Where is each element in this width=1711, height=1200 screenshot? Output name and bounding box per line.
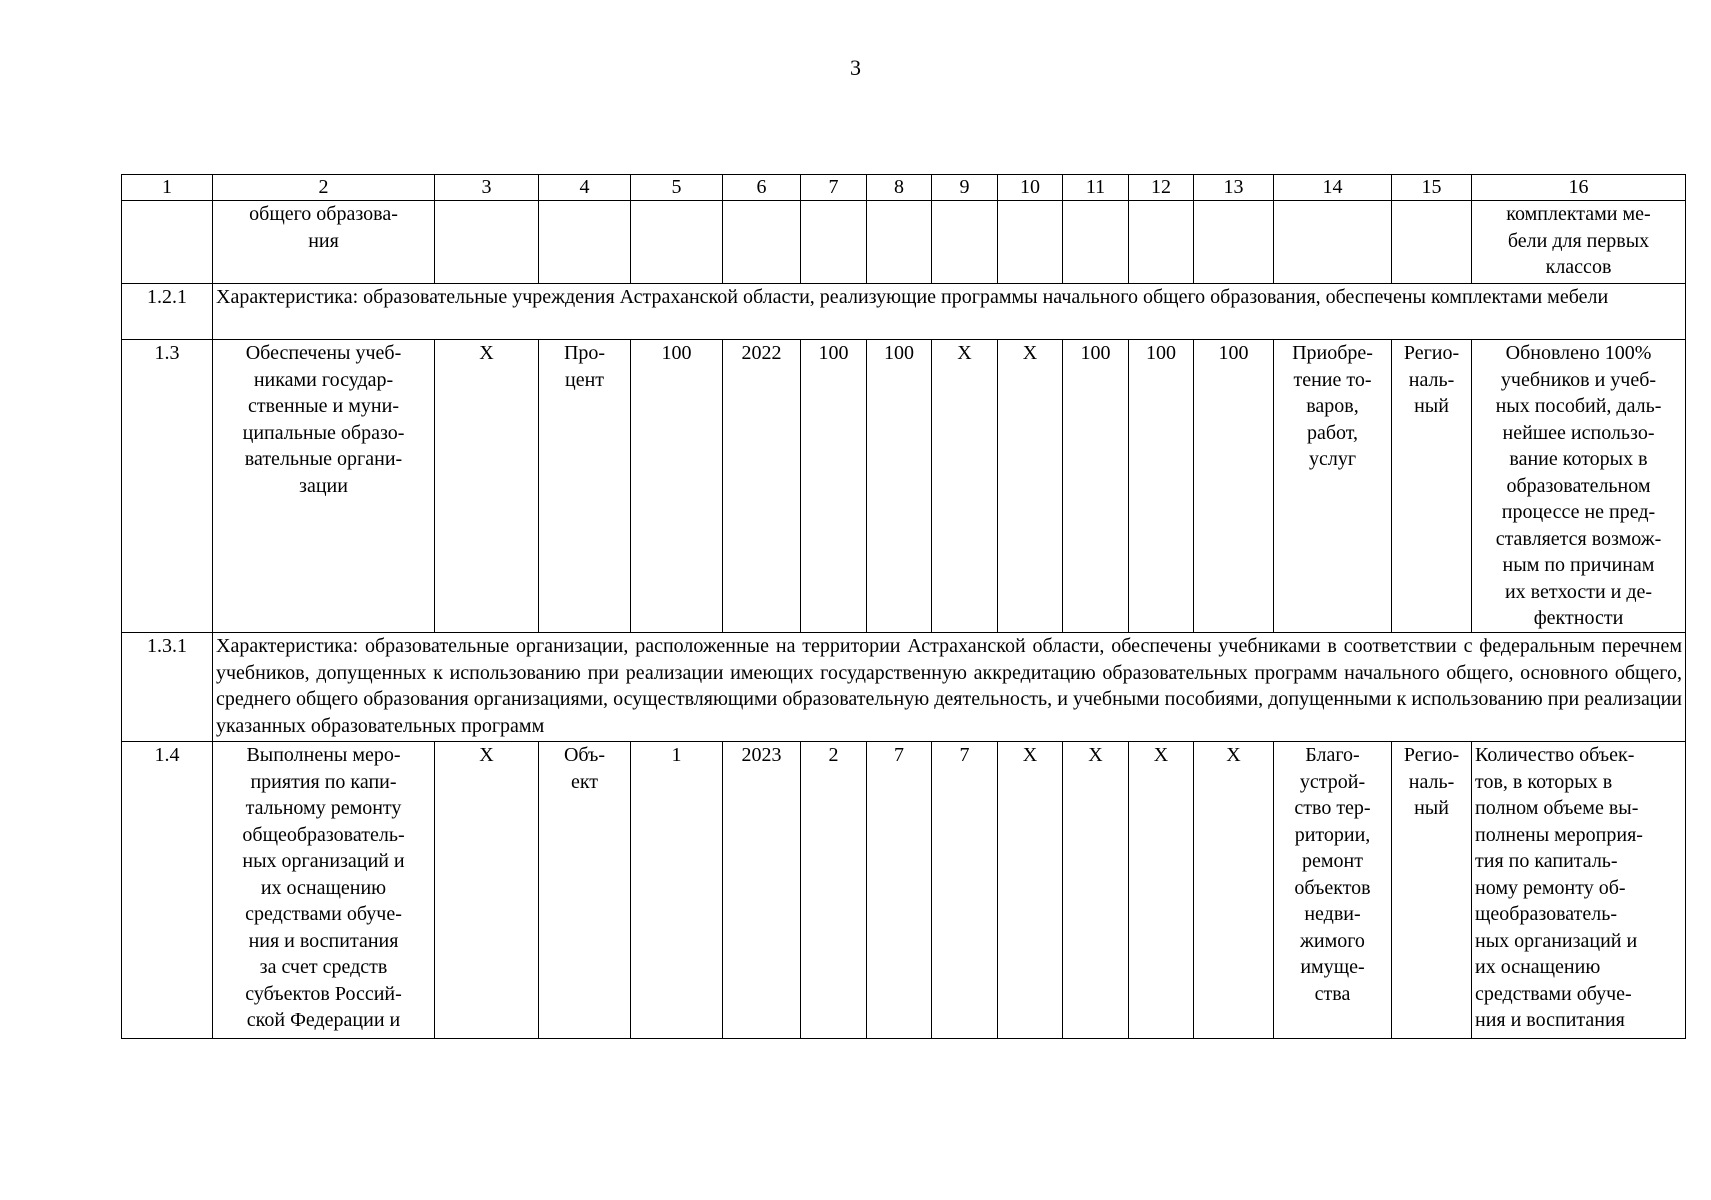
page-number: 3 — [850, 55, 861, 80]
column-number: 4 — [539, 175, 631, 201]
description-cell: Обновлено 100% учебников и учеб- ных пособий, даль- нейшее использо- вание которых в образовательном процессе не пред- ставляется возмож- ным по причинам их ветхости и де- фектности — [1472, 340, 1686, 633]
table-cell: 1 — [631, 742, 723, 1039]
table-cell: X — [1194, 742, 1274, 1039]
table-row-continuation — [122, 201, 1686, 284]
description-cell: комплектами ме- бели для первых классов — [1472, 201, 1686, 284]
table-cell — [539, 201, 631, 284]
table-row-1-3-1 — [122, 633, 1686, 742]
table-cell — [435, 201, 539, 284]
table-cell: 7 — [932, 742, 998, 1039]
column-number: 6 — [723, 175, 801, 201]
column-number: 8 — [867, 175, 932, 201]
table-cell: X — [1129, 742, 1194, 1039]
table-cell — [1194, 201, 1274, 284]
table-cell: X — [1063, 742, 1129, 1039]
unit-cell: Объ- ект — [539, 742, 631, 1039]
unit-cell: Про- цент — [539, 340, 631, 633]
table-cell: 100 — [801, 340, 867, 633]
column-number: 1 — [122, 175, 213, 201]
data-table — [121, 174, 1686, 1039]
column-number: 7 — [801, 175, 867, 201]
indicator-name-cell: общего образова- ния — [213, 201, 435, 284]
table-cell: X — [998, 742, 1063, 1039]
result-type-cell: Приобре- тение то- варов, работ, услуг — [1274, 340, 1392, 633]
table-cell — [723, 201, 801, 284]
column-number: 2 — [213, 175, 435, 201]
row-number: 1.2.1 — [122, 284, 213, 340]
table-cell: 2023 — [723, 742, 801, 1039]
table-cell — [1274, 201, 1392, 284]
table-cell: 7 — [867, 742, 932, 1039]
indicator-name-cell: Выполнены меро- приятия по капи- тальному ремонту общеобразователь- ных организаций и их оснащению средствами обуче- ния и воспитания за счет средств субъектов Россий- ской Федерации и — [213, 742, 435, 1039]
table-cell — [867, 201, 932, 284]
table-row-1-4 — [122, 742, 1686, 1039]
row-number: 1.3.1 — [122, 633, 213, 742]
column-number: 12 — [1129, 175, 1194, 201]
column-number: 9 — [932, 175, 998, 201]
table-cell — [1129, 201, 1194, 284]
table-cell — [1392, 201, 1472, 284]
column-number: 13 — [1194, 175, 1274, 201]
table-cell — [801, 201, 867, 284]
table-row-1-3 — [122, 340, 1686, 633]
result-type-cell: Благо- устрой- ство тер- ритории, ремонт объектов недви- жимого имуще- ства — [1274, 742, 1392, 1039]
table-cell: X — [932, 340, 998, 633]
table-cell: 100 — [1129, 340, 1194, 633]
column-number: 11 — [1063, 175, 1129, 201]
characteristic-text: Характеристика: образовательные учреждения Астраханской области, реализующие программы начального общего образования, обеспечены комплектами мебели — [213, 284, 1686, 340]
table-cell — [631, 201, 723, 284]
table-cell: 100 — [1194, 340, 1274, 633]
characteristic-text: Характеристика: образовательные организации, расположенные на территории Астраханской области, обеспечены учебниками в соответствии с федеральным перечнем учебников, допущенных к использованию при реализации имеющих государственную аккредитацию образовательных программ начального общего, основного общего, среднего общего образования организациями, осуществляющими образовательную деятельность, и учебными пособиями, допущенными к использованию при реализации указанных образовательных программ — [213, 633, 1686, 742]
table-cell: 2 — [801, 742, 867, 1039]
level-cell: Регио- наль- ный — [1392, 742, 1472, 1039]
indicator-name-cell: Обеспечены учеб- никами государ- ственные и муни- ципальные образо- вательные органи- зации — [213, 340, 435, 633]
table-cell — [998, 201, 1063, 284]
table-cell: 100 — [867, 340, 932, 633]
table-cell: X — [435, 742, 539, 1039]
column-number: 15 — [1392, 175, 1472, 201]
column-number: 16 — [1472, 175, 1686, 201]
table-cell: 2022 — [723, 340, 801, 633]
column-number: 3 — [435, 175, 539, 201]
column-number: 5 — [631, 175, 723, 201]
table-cell: X — [998, 340, 1063, 633]
table-cell — [122, 201, 213, 284]
row-number: 1.3 — [122, 340, 213, 633]
table-cell: X — [435, 340, 539, 633]
column-number: 10 — [998, 175, 1063, 201]
table-cell: 100 — [631, 340, 723, 633]
description-cell: Количество объек- тов, в которых в полном объеме вы- полнены мероприя- тия по капиталь- ному ремонту об- щеобразователь- ных организаций и их оснащению средствами обуче- ния и воспитания — [1472, 742, 1686, 1039]
row-number: 1.4 — [122, 742, 213, 1039]
level-cell: Регио- наль- ный — [1392, 340, 1472, 633]
column-number: 14 — [1274, 175, 1392, 201]
table-cell — [1063, 201, 1129, 284]
table-cell — [932, 201, 998, 284]
table-row-1-2-1 — [122, 284, 1686, 340]
table-cell: 100 — [1063, 340, 1129, 633]
column-number-row — [122, 175, 1686, 201]
